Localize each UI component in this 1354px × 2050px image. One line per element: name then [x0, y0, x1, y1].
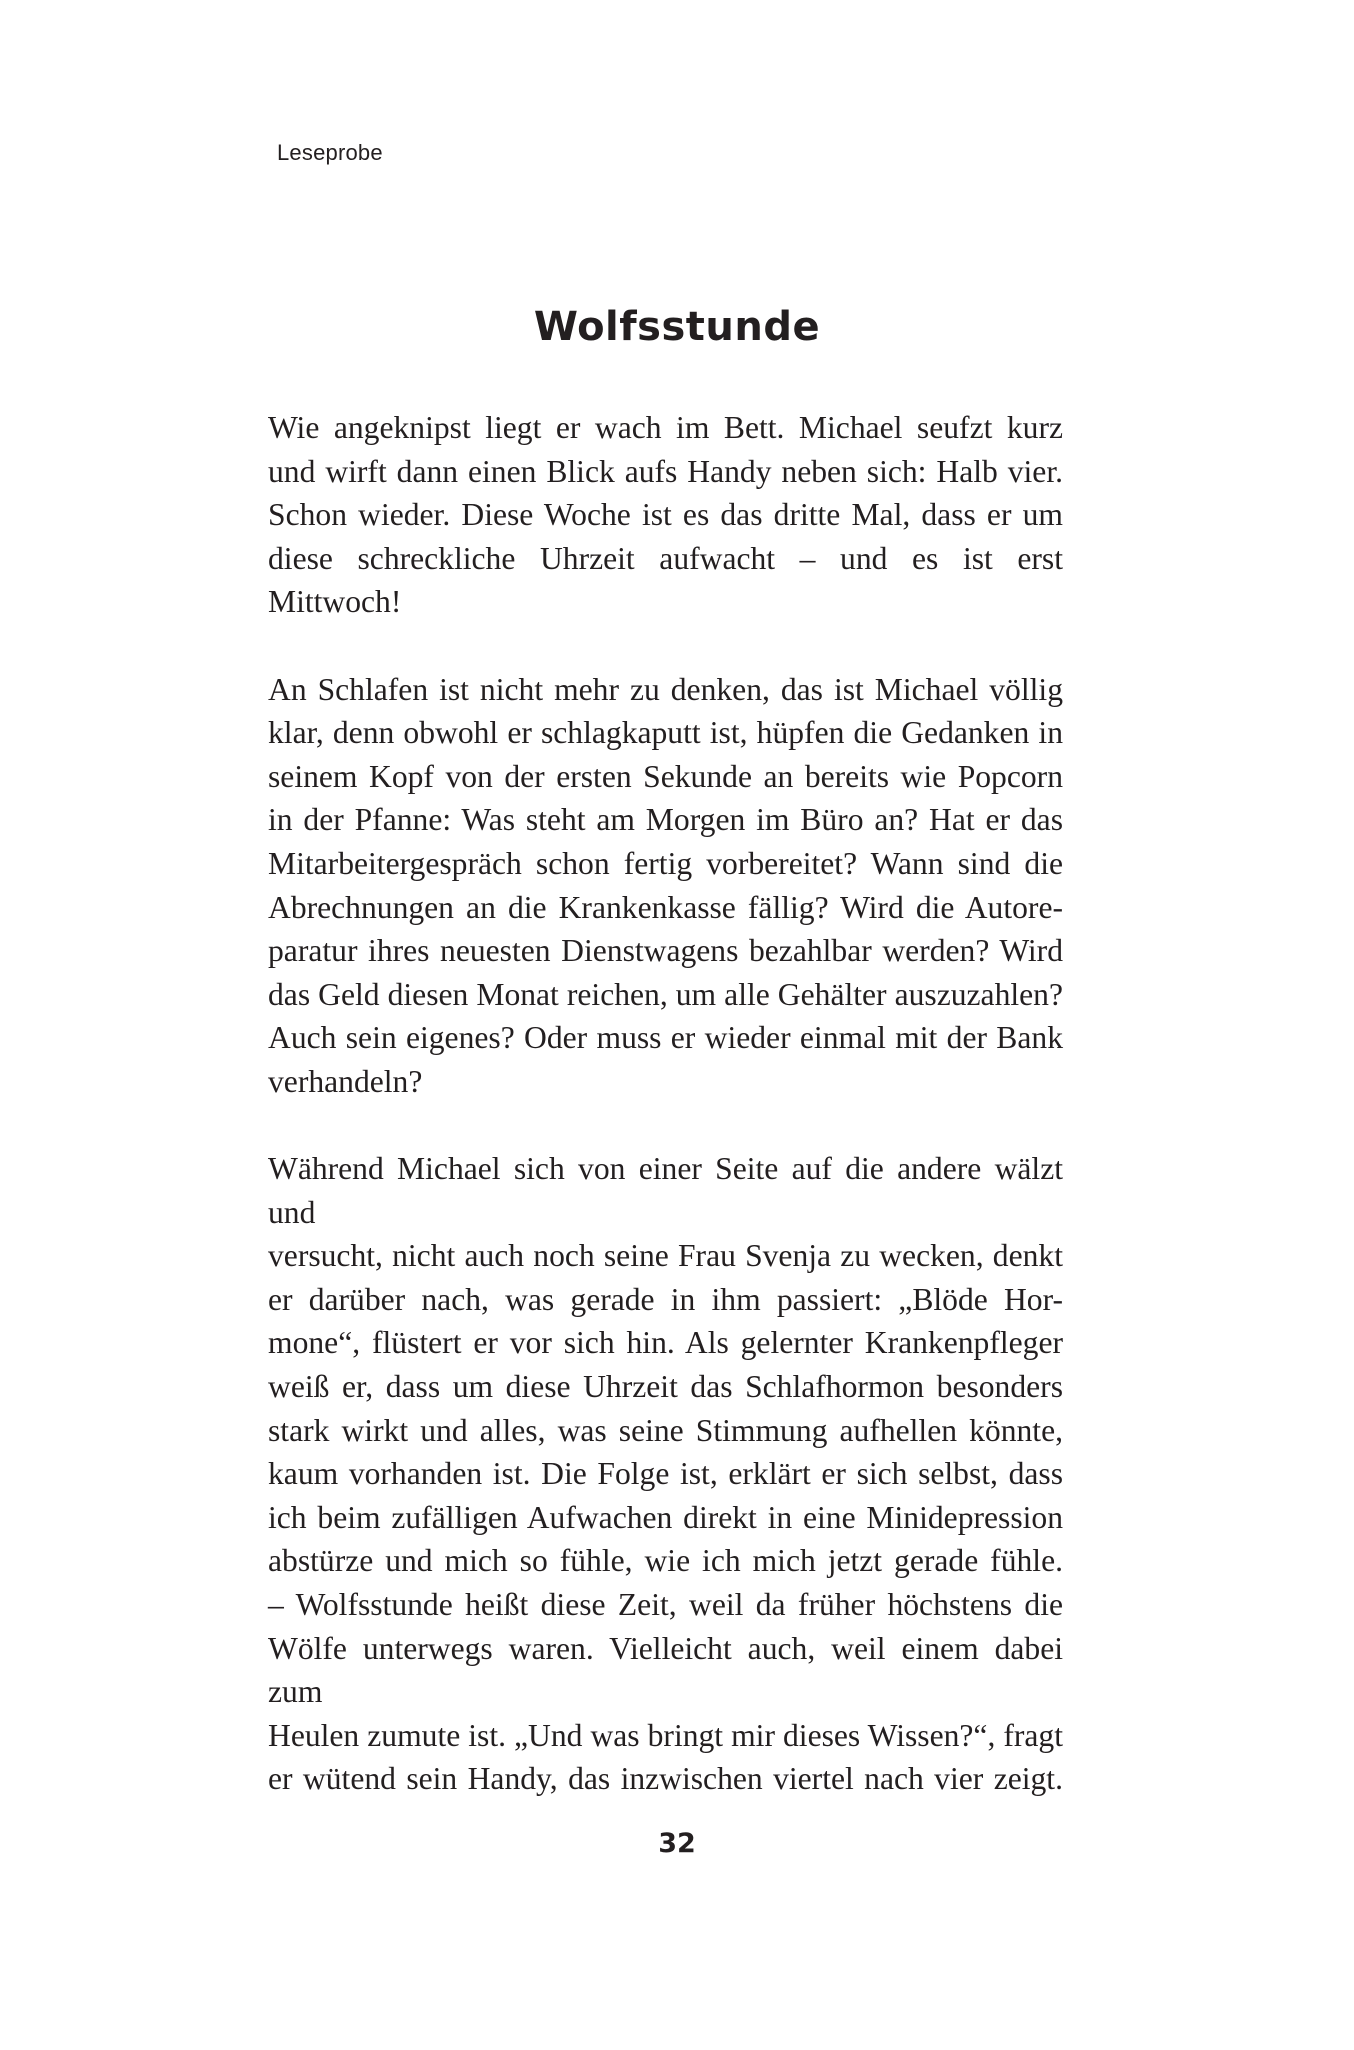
- text-line: kaum vorhanden ist. Die Folge ist, erklärt er sich selbst, dass: [268, 1456, 1063, 1492]
- text-line: klar, denn obwohl er schlagkaputt ist, hüpfen die Gedanken in: [268, 715, 1063, 751]
- text-line: Auch sein eigenes? Oder muss er wieder einmal mit der Bank: [268, 1020, 1063, 1056]
- paragraph-2: [268, 668, 1063, 1104]
- text-line: paratur ihres neuesten Dienstwagens bezahlbar werden? Wird: [268, 933, 1063, 969]
- text-line: Mitarbeitergespräch schon fertig vorbereitet? Wann sind die: [268, 845, 1063, 881]
- paragraph-1: [268, 406, 1063, 624]
- text-line: in der Pfanne: Was steht am Morgen im Büro an? Hat er das: [268, 802, 1063, 838]
- page-number: 32: [658, 1828, 696, 1859]
- text-line: Heulen zumute ist. „Und was bringt mir dieses Wissen?“, fragt: [268, 1717, 1063, 1753]
- text-line: verhandeln?: [268, 1063, 423, 1099]
- text-line: Wie angeknipst liegt er wach im Bett. Michael seufzt kurz: [268, 410, 1063, 445]
- text-line: An Schlafen ist nicht mehr zu denken, das ist Michael völlig: [268, 671, 1063, 707]
- header-label: Leseprobe: [277, 140, 383, 165]
- text-line: stark wirkt und alles, was seine Stimmung aufhellen könnte,: [268, 1412, 1063, 1448]
- text-line: diese schreckliche Uhrzeit aufwacht – und es ist erst Mittwoch!: [268, 540, 1063, 620]
- text-line: – Wolfsstunde heißt diese Zeit, weil da früher höchstens die: [268, 1587, 1063, 1623]
- text-line: er darüber nach, was gerade in ihm passiert: „Blöde Hor-: [268, 1281, 1063, 1317]
- text-line: abstürze und mich so fühle, wie ich mich jetzt gerade fühle.: [268, 1543, 1063, 1579]
- text-line: und wirft dann einen Blick aufs Handy neben sich: Halb vier.: [268, 453, 1063, 489]
- text-line: versucht, nicht auch noch seine Frau Svenja zu wecken, denkt: [268, 1238, 1063, 1274]
- paragraph-3: [268, 1147, 1063, 1801]
- text-line: mone“, flüstert er vor sich hin. Als gelernter Krankenpfleger: [268, 1325, 1063, 1361]
- text-line: weiß er, dass um diese Uhrzeit das Schlafhormon besonders: [268, 1369, 1063, 1405]
- text-line: Schon wieder. Diese Woche ist es das dritte Mal, dass er um: [268, 497, 1063, 533]
- text-line: ich beim zufälligen Aufwachen direkt in eine Minidepression: [268, 1499, 1063, 1535]
- text-line: er wütend sein Handy, das inzwischen viertel nach vier zeigt.: [268, 1761, 1063, 1797]
- text-line: das Geld diesen Monat reichen, um alle Gehälter auszuzahlen?: [268, 976, 1063, 1012]
- body-text: [268, 406, 1063, 1845]
- text-line: Wölfe unterwegs waren. Vielleicht auch, weil einem dabei zum: [268, 1630, 1063, 1710]
- chapter-title: Wolfsstunde: [533, 304, 821, 350]
- text-line: Abrechnungen an die Krankenkasse fällig? Wird die Autore-: [268, 889, 1063, 925]
- text-line: Während Michael sich von einer Seite auf die andere wälzt und: [268, 1151, 1063, 1230]
- text-line: seinem Kopf von der ersten Sekunde an bereits wie Popcorn: [268, 758, 1063, 794]
